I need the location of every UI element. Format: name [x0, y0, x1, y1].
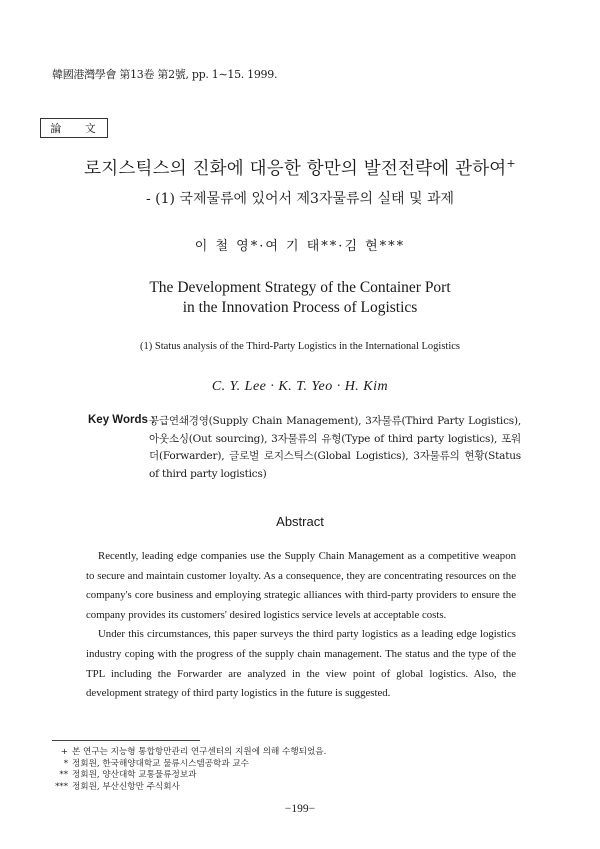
journal-citation: 韓國港灣學會 第13卷 第2號, pp. 1∼15. 1999.	[52, 68, 278, 81]
english-subtitle: (1) Status analysis of the Third-Party Logistics in the International Logistics	[140, 341, 460, 352]
abstract-heading: Abstract	[276, 514, 324, 529]
article-type-badge: 論 文	[40, 118, 108, 138]
korean-subtitle: - (1) 국제물류에 있어서 제3자물류의 실태 및 과제	[145, 191, 455, 207]
english-title-line-1: The Development Strategy of the Container Port	[149, 279, 451, 296]
keywords-label: Key Words :	[88, 414, 155, 426]
abstract-body	[86, 547, 516, 704]
footnote	[46, 770, 326, 782]
english-title-line-2: in the Innovation Process of Logistics	[182, 299, 418, 316]
abstract-paragraph: Recently, leading edge companies use the Supply Chain Management as a competitive weapon to secure and maintain customer loyalty. As a consequence, they are concentrating resources on the company's core business and employing strategic alliances with third-party providers to ensure the company provides its customers' desired logistics service levels at acceptable costs.	[86, 550, 516, 621]
english-title	[0, 278, 600, 318]
footnote-mark: +	[60, 747, 68, 757]
footnote	[46, 759, 326, 771]
footnote-mark: *	[63, 758, 68, 769]
footnote-mark: **	[59, 770, 68, 780]
footnotes	[46, 747, 326, 793]
footnote-text: 정회원, 부산신항만 주식회사	[72, 781, 180, 792]
footnote-text: 정회원, 양산대학 교통물류정보과	[72, 770, 197, 780]
korean-title	[0, 155, 600, 180]
footnote	[46, 782, 326, 794]
page-number: −199−	[284, 803, 316, 815]
footnote-text: 정회원, 한국해양대학교 물류시스템공학과 교수	[72, 758, 249, 769]
authors-english: C. Y. Lee · K. T. Yeo · H. Kim	[211, 379, 389, 394]
footnote-divider	[52, 740, 200, 741]
title-footnote-mark: +	[506, 157, 516, 171]
korean-title-text: 로지스틱스의 진화에 대응한 항만의 발전전략에 관하여	[84, 159, 507, 179]
footnote-mark: ***	[55, 781, 68, 792]
footnote	[46, 747, 326, 759]
keywords-text: 공급연쇄경영(Supply Chain Management), 3자물류(Third Party Logistics), 아웃소싱(Out sourcing), 3자물류의 유형(Type of third party logistics), 포워더(Forwarder), 글로벌 로지스틱스(Global Logistics), 3자물류의 현황(Status of third party logistics)	[149, 415, 521, 480]
footnote-text: 본 연구는 지능형 통합항만관리 연구센터의 지원에 의해 수행되었음.	[72, 747, 327, 757]
abstract-paragraph: Under this circumstances, this paper surveys the third party logistics as a leading edge logistics industry coping with the progress of the supply chain management. The status and the type of the TPL including the Forwarder are analyzed in the view point of global logistics. Also, the development strategy of third party logistics in the future is suggested.	[86, 628, 516, 700]
authors-korean: 이 철 영*·여 기 태**·김 현***	[194, 239, 406, 254]
